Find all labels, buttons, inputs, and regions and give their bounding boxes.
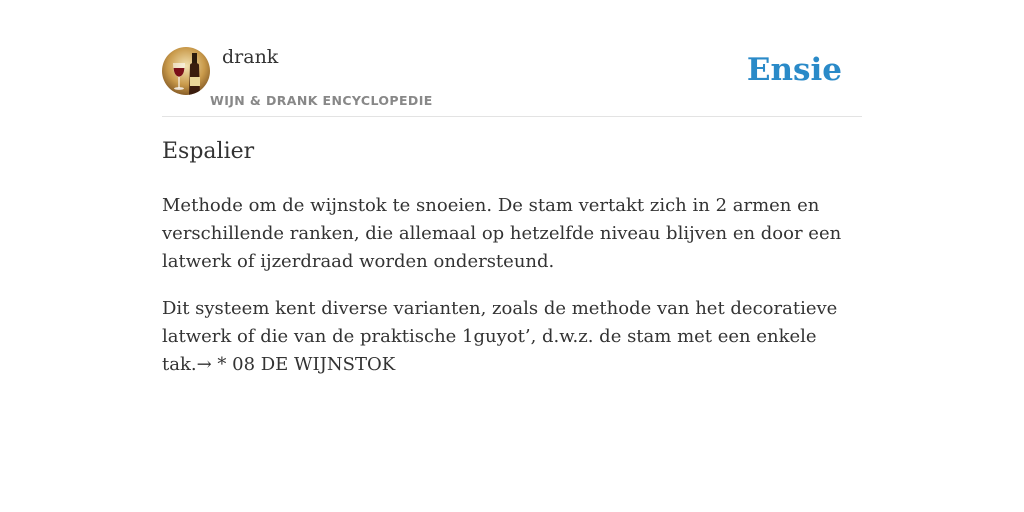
article-paragraph: Methode om de wijnstok te snoeien. De stam vertakt zich in 2 armen en verschillende ranken, die allemaal op hetzelfde niveau blijven en door een latwerk of ijzerdraad worden ondersteund.	[162, 195, 842, 272]
wine-bottle-glass-icon[interactable]	[162, 47, 210, 95]
site-subtitle: WIJN & DRANK ENCYCLOPEDIE	[210, 93, 433, 108]
header	[162, 46, 862, 117]
article-paragraph: Dit systeem kent diverse varianten, zoals de methode van het decoratieve latwerk of die van de praktische 1guyot’, d.w.z. de stam met een enkele tak.→ * 08 DE WIJNSTOK	[162, 298, 838, 375]
article-body	[162, 192, 848, 398]
brand-logo[interactable]: Ensie	[746, 52, 842, 88]
article-title: Espalier	[162, 139, 255, 164]
topic-link[interactable]: drank	[222, 46, 279, 68]
